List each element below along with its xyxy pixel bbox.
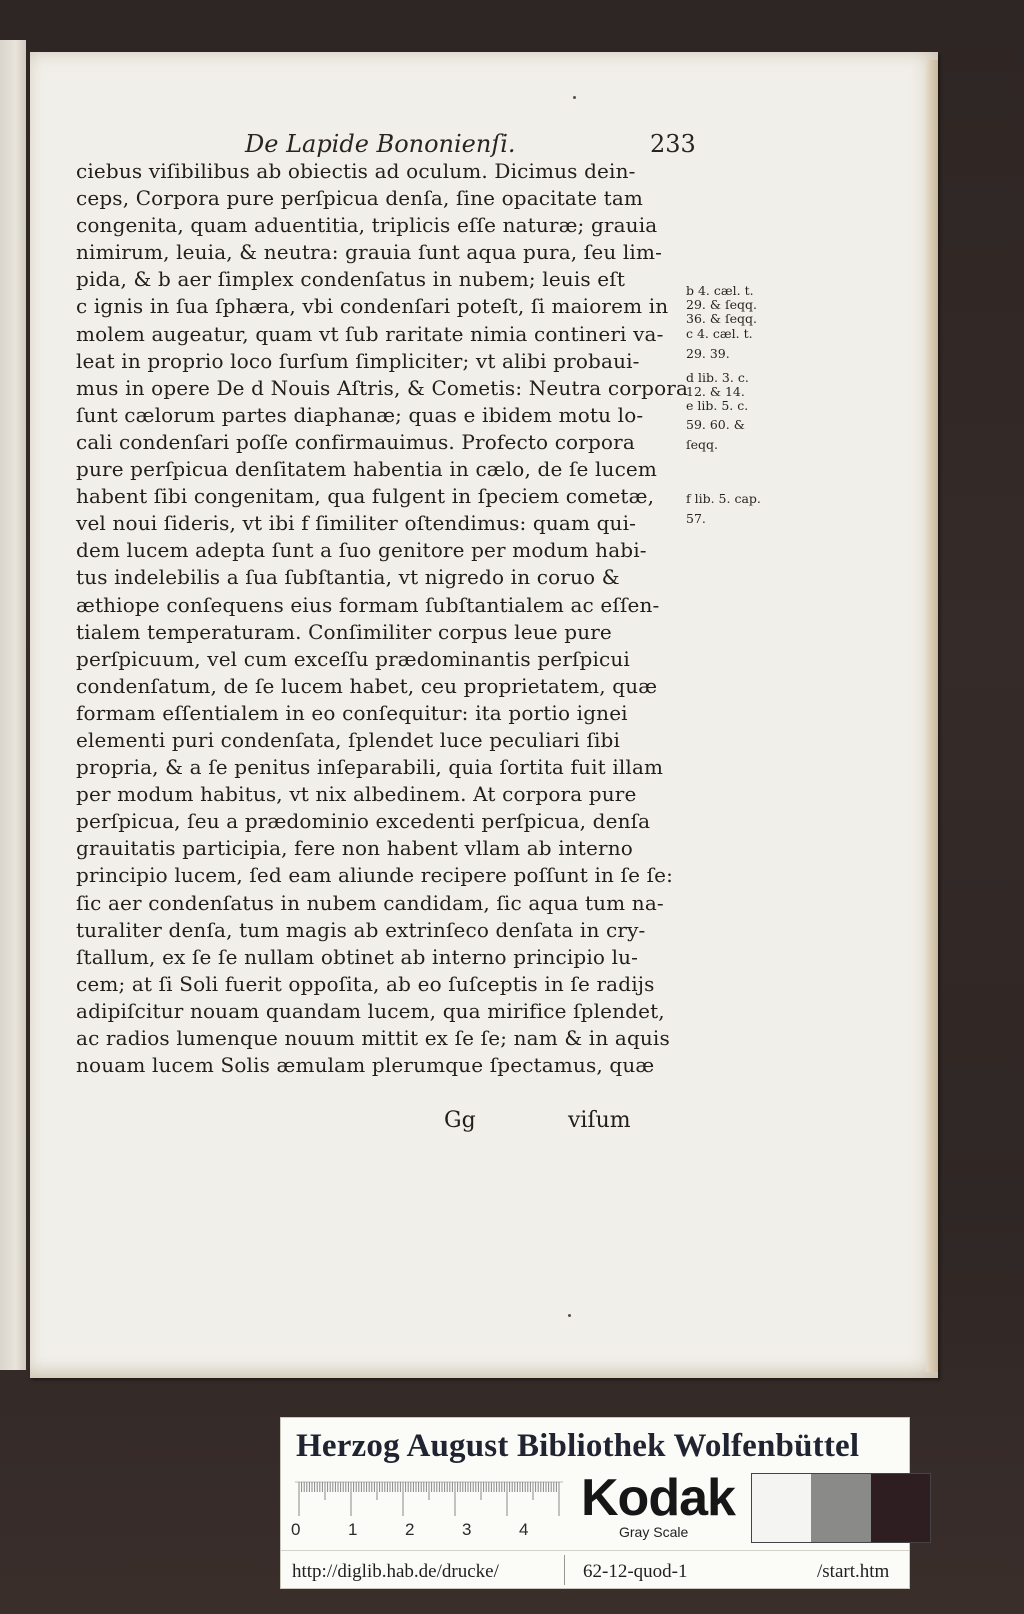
text-line: dem lucem adepta ſunt a ſuo genitore per modum habi- xyxy=(76,538,647,563)
text-line: cali condenſari poſſe confirmauimus. Profecto corpora xyxy=(76,429,635,454)
ruler-number: 3 xyxy=(462,1520,472,1539)
text-line: perſpicua, ſeu a prædominio excedenti perſpicua, denſa xyxy=(76,809,651,834)
text-line: perſpicuum, vel cum exceſſu prædominantis perſpicui xyxy=(76,646,630,671)
speck-mark xyxy=(573,96,576,99)
text-line: adipiſcitur nouam quandam lucem, qua mirifice ſplendet, xyxy=(76,998,665,1023)
gray-scale-label: Gray Scale xyxy=(619,1524,689,1540)
speck-mark xyxy=(568,1314,571,1317)
text-line: nouam lucem Solis æmulam plerumque ſpectamus, quæ xyxy=(76,1053,655,1078)
text-line: propria, & a ſe penitus inſeparabili, quia ſortita fuit illam xyxy=(76,755,664,780)
margin-note: c 4. cæl. t. xyxy=(686,325,753,341)
margin-note: 29. 39. xyxy=(686,345,730,361)
ruler-number: 0 xyxy=(291,1520,301,1539)
start-page-path: /start.htm xyxy=(817,1561,890,1582)
text-line: tialem temperaturam. Conſimiliter corpus leue pure xyxy=(76,619,612,644)
kodak-logo: Kodak xyxy=(581,1469,735,1527)
ruler-number: 1 xyxy=(348,1520,358,1539)
marginal-references xyxy=(686,284,786,526)
text-line: turaliter denſa, tum magis ab extrinſeco denſata in cry- xyxy=(76,917,646,942)
text-line: c ignis in ſua ſphæra, vbi condenſari poteſt, ſi maiorem in xyxy=(76,294,669,319)
page-number: 233 xyxy=(650,130,696,158)
text-line: mus in opere De d Nouis Aſtris, & Cometis: Neutra corpora xyxy=(76,375,689,400)
text-line: condenſatum, de ſe lucem habet, ceu proprietatem, quæ xyxy=(76,673,658,698)
gray-patch-light xyxy=(752,1474,811,1542)
text-line: habent ſibi congenitam, qua fulgent in ſpeciem cometæ, xyxy=(76,484,655,509)
text-line: nimirum, leuia, & neutra: grauia ſunt aqua pura, ſeu lim- xyxy=(76,240,663,265)
margin-note: 59. 60. & xyxy=(686,416,745,432)
margin-note: 12. & 14. xyxy=(686,384,745,400)
margin-note: d lib. 3. c. xyxy=(686,370,749,386)
book-page xyxy=(30,52,938,1378)
text-line: æthiope conſequens eius formam ſubſtantialem ac eſſen- xyxy=(76,592,660,617)
previous-page-edge xyxy=(0,40,26,1370)
margin-note: f lib. 5. cap. xyxy=(686,491,761,507)
text-line: principio lucem, ſed eam aliunde recipere poſſunt in ſe ſe: xyxy=(76,863,674,888)
ruler-number: 4 xyxy=(519,1520,529,1539)
measuring-ruler xyxy=(295,1478,563,1518)
body-text xyxy=(76,158,704,1079)
margin-note: b 4. cæl. t. xyxy=(686,283,754,298)
text-line: ſic aer condenſatus in nubem candidam, ſic aqua tum na- xyxy=(76,890,664,915)
catchword: viſum xyxy=(568,1108,631,1133)
text-line: vel noui ſideris, vt ibi f ſimiliter oſtendimus: quam qui- xyxy=(76,511,637,536)
text-line: molem augeatur, quam vt ſub raritate nimia contineri va- xyxy=(76,321,664,346)
margin-note: 36. & ſeqq. xyxy=(686,311,757,327)
text-line: grauitatis participia, fere non habent vllam ab interno xyxy=(76,836,633,861)
digital-library-url: http://diglib.hab.de/drucke/ xyxy=(292,1561,499,1582)
text-line: congenita, quam aduentitia, triplicis eſſe naturæ; grauia xyxy=(76,213,658,238)
page-footer xyxy=(30,1108,938,1138)
text-line: ceps, Corpora pure perſpicua denſa, ſine opacitate tam xyxy=(76,186,644,211)
text-line: elementi puri condenſata, ſplendet luce peculiari ſibi xyxy=(76,727,621,752)
margin-note: 29. & ſeqq. xyxy=(686,297,757,313)
margin-note: e lib. 5. c. xyxy=(686,398,749,414)
text-line: formam eſſentialem in eo conſequitur: ita portio ignei xyxy=(76,700,628,725)
margin-note: ſeqq. xyxy=(686,436,719,452)
running-head xyxy=(245,130,705,160)
text-line: per modum habitus, vt nix albedinem. At corpora pure xyxy=(76,782,637,807)
text-line: tus indelebilis a ſua ſubſtantia, vt nigredo in coruo & xyxy=(76,565,620,590)
margin-note: 57. xyxy=(686,511,706,527)
text-line: ac radios lumenque nouum mittit ex ſe ſe; nam & in aquis xyxy=(76,1026,670,1050)
ruler-scale xyxy=(291,1520,551,1542)
text-line: ciebus viſibilibus ab obiectis ad oculum. Dicimus dein- xyxy=(76,159,636,183)
running-head-title: De Lapide Bononienſi. xyxy=(245,130,516,158)
library-title: Herzog August Bibliothek Wolfenbüttel xyxy=(296,1428,860,1464)
text-line: cem; at ſi Soli fuerit oppoſita, ab eo ſuſceptis in ſe radijs xyxy=(76,971,655,996)
text-line: pida, & b aer ſimplex condenſatus in nubem; leuis eſt xyxy=(76,267,626,292)
shelfmark: 62-12-quod-1 xyxy=(583,1561,688,1582)
page-fore-edge xyxy=(926,60,938,1372)
text-line: leat in proprio loco ſurſum ſimpliciter; vt alibi probaui- xyxy=(76,348,640,373)
footer-divider xyxy=(564,1555,565,1585)
text-line: pure perſpicua denſitatem habentia in cælo, de ſe lucem xyxy=(76,457,658,482)
text-line: ſunt cælorum partes diaphanæ; quas e ibidem motu lo- xyxy=(76,402,644,427)
gray-patch-mid xyxy=(811,1474,870,1542)
ruler-number: 2 xyxy=(405,1520,415,1539)
text-line: ſtallum, ex ſe ſe nullam obtinet ab interno principio lu- xyxy=(76,944,639,969)
gray-patch-dark xyxy=(871,1474,930,1542)
card-footer xyxy=(281,1550,909,1589)
gray-scale-patches xyxy=(751,1473,931,1543)
signature-mark: Gg xyxy=(444,1108,476,1133)
library-card xyxy=(280,1417,910,1589)
